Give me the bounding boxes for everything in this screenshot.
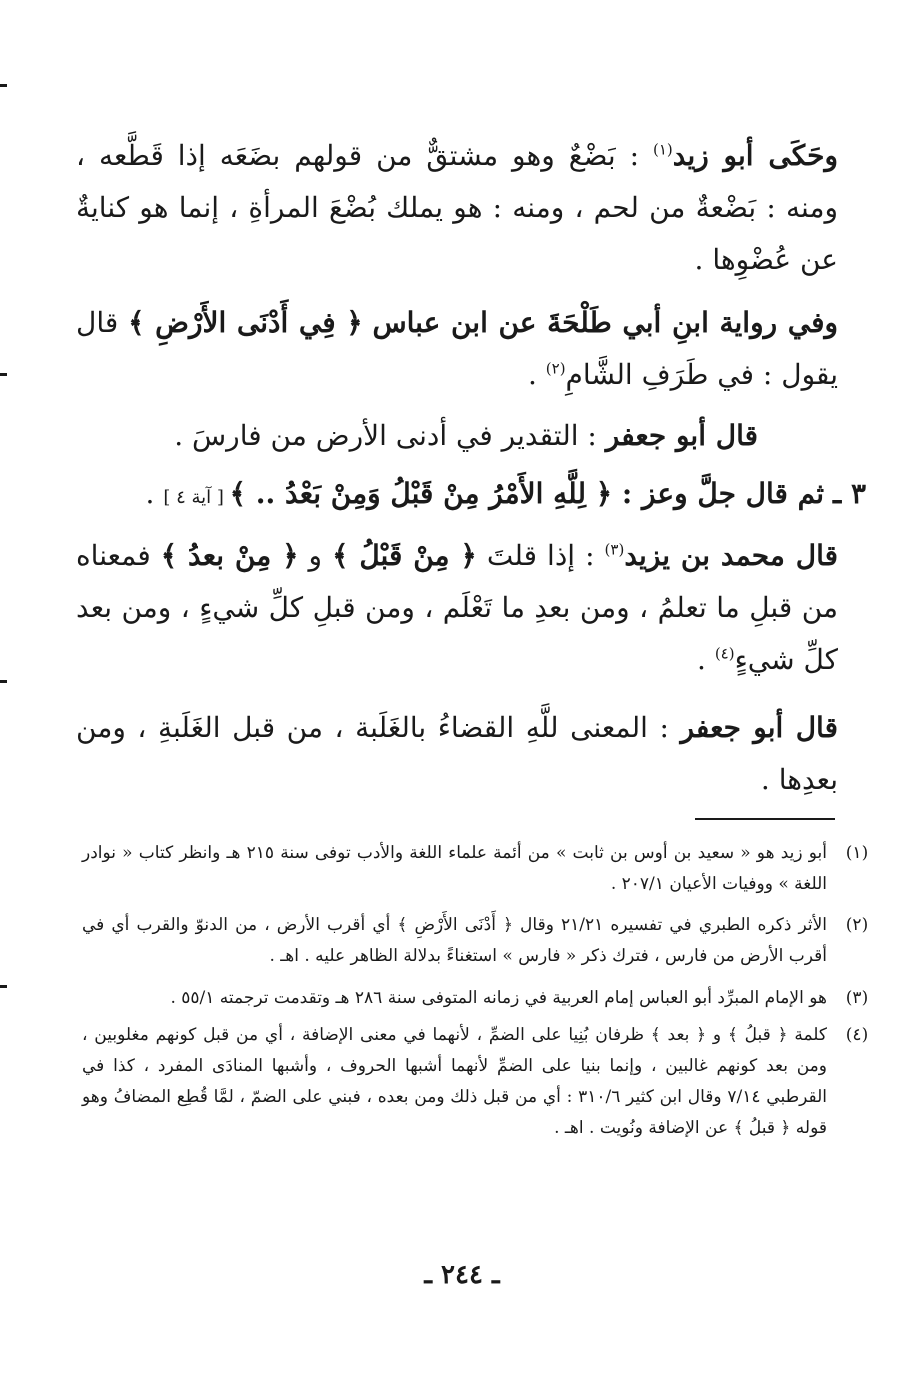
paragraph-1-text: : بَضْعٌ وهو مشتقٌّ من قولهم بضَعَه إذا قَطَّعه ، ومنه : بَضْعةٌ من لحم ، ومنه : هو يملك بُضْعَ المرأةِ ، إنما هو كنايةٌ عن عُضْوِها . <box>76 139 838 276</box>
paragraph-5-conj: و <box>298 539 333 572</box>
scan-edge-mark <box>0 680 7 683</box>
footnote-ref-2[interactable]: (٢) <box>545 359 566 378</box>
quran-quote: ﴿ لِلَّهِ الأَمْرُ مِنْ قَبْلُ وَمِنْ بَعْدُ .. ﴾ <box>229 477 622 510</box>
verse-heading <box>76 468 866 524</box>
footnote-ref-4[interactable]: (٤) <box>714 644 735 663</box>
scan-edge-mark <box>0 985 7 988</box>
footnote-ref-3[interactable]: (٣) <box>604 540 625 559</box>
footnote-number: (٢) <box>845 915 869 935</box>
quran-quote: ﴿ فِي أَدْنَى الأَرْضِ ﴾ <box>128 306 363 339</box>
paragraph-3-lead: قال أبو جعفر <box>605 419 758 452</box>
paragraph-5-lead: قال محمد بن يزيد <box>624 539 838 572</box>
paragraph-1-lead: وحَكَى أبو زيد <box>672 139 838 172</box>
page-number: ـ ٢٤٤ ـ <box>424 1260 500 1290</box>
footnote-number: (١) <box>845 843 869 863</box>
verse-lead: ثم قال جلَّ وعز : <box>621 477 825 510</box>
paragraph-5-end: . <box>697 643 715 676</box>
footnote-4 <box>82 1020 869 1144</box>
aya-reference: [ آية ٤ ] <box>163 487 230 508</box>
paragraph-3 <box>76 410 838 462</box>
scan-edge-mark <box>0 84 7 87</box>
footnote-number: (٤) <box>845 1025 869 1045</box>
paragraph-2 <box>76 297 838 401</box>
paragraph-6 <box>76 702 838 806</box>
footnote-number: (٣) <box>845 988 869 1008</box>
paragraph-2-text: قال يقول : في طَرَفِ الشَّامِ <box>76 306 838 391</box>
paragraph-5-text-2: فمعناه من قبلِ ما تعلمُ ، ومن بعدِ ما تَعْلَم ، ومن قبلِ كلِّ شيءٍ ، ومن بعد كلِّ شيءٍ <box>76 539 838 676</box>
verse-number: ٣ ـ <box>833 477 866 510</box>
footnote-1 <box>82 838 869 900</box>
paragraph-6-text: : المعنى للَّهِ القضاءُ بالغَلَبة ، من قبل الغَلَبةِ ، ومن بعدِها . <box>76 711 838 796</box>
paragraph-5 <box>76 530 838 686</box>
footnote-text: أبو زيد هو « سعيد بن أوس بن ثابت » من أئمة علماء اللغة والأدب توفى سنة ٢١٥ هـ وانظر كتاب « نوادر اللغة » ووفيات الأعيان ٢٠٧/١ . <box>82 843 827 894</box>
paragraph-2-lead: وفي رواية ابنِ أبي طَلْحَةَ عن ابن عباس <box>372 306 838 339</box>
footnote-ref-1[interactable]: (١) <box>652 140 673 159</box>
quran-quote-after: ﴿ مِنْ بعدُ ﴾ <box>160 539 299 572</box>
footnote-text: كلمة ﴿ قبلُ ﴾ و ﴿ بعد ﴾ ظرفان بُنِيا على الضمِّ ، لأنهما في معنى الإضافة ، أي من قبل كونهم مغلوبين ، ومن بعد كونهم غالبين ، وإنما بنيا على الضمِّ لأنهما أشبها الحروف ، وأشبها المنادَى المفرد ، كذا في القرطبي ٧/١٤ وقال ابن كثير ٣١٠/٦ : أي من قبل ذلك ومن بعده ، فبني على الضمّ ، لمَّا قُطِع المضافُ وهو قوله ﴿ قبلُ ﴾ عن الإضافة ونُويت . اهـ . <box>82 1025 827 1138</box>
footnote-2 <box>82 910 869 972</box>
paragraph-5-text: : إذا قلتَ <box>476 539 605 572</box>
footnote-text: هو الإمام المبرِّد أبو العباس إمام العربية في زمانه المتوفى سنة ٢٨٦ هـ وتقدمت ترجمته ٥٥/١ . <box>170 988 827 1008</box>
paragraph-3-text: : التقدير في أدنى الأرض من فارسَ . <box>174 419 606 452</box>
footnote-text: الأثر ذكره الطبري في تفسيره ٢١/٢١ وقال ﴿ أَدْنَى الأَرْضِ ﴾ أي أقرب الأرض ، من الدنوّ والقرب أي في أقرب الأرض من فارس ، فترك ذكر « فارس » استغناءً بدلالة الظاهر عليه . اهـ . <box>82 915 828 966</box>
paragraph-1 <box>76 130 838 286</box>
paragraph-2-end: . <box>527 358 546 391</box>
paragraph-6-lead: قال أبو جعفر <box>680 711 838 744</box>
footnote-separator <box>695 818 835 820</box>
footnote-3 <box>82 983 869 1014</box>
scan-edge-mark <box>0 373 7 376</box>
verse-end: . <box>145 477 164 510</box>
quran-quote-before: ﴿ مِنْ قَبْلُ ﴾ <box>332 539 477 572</box>
